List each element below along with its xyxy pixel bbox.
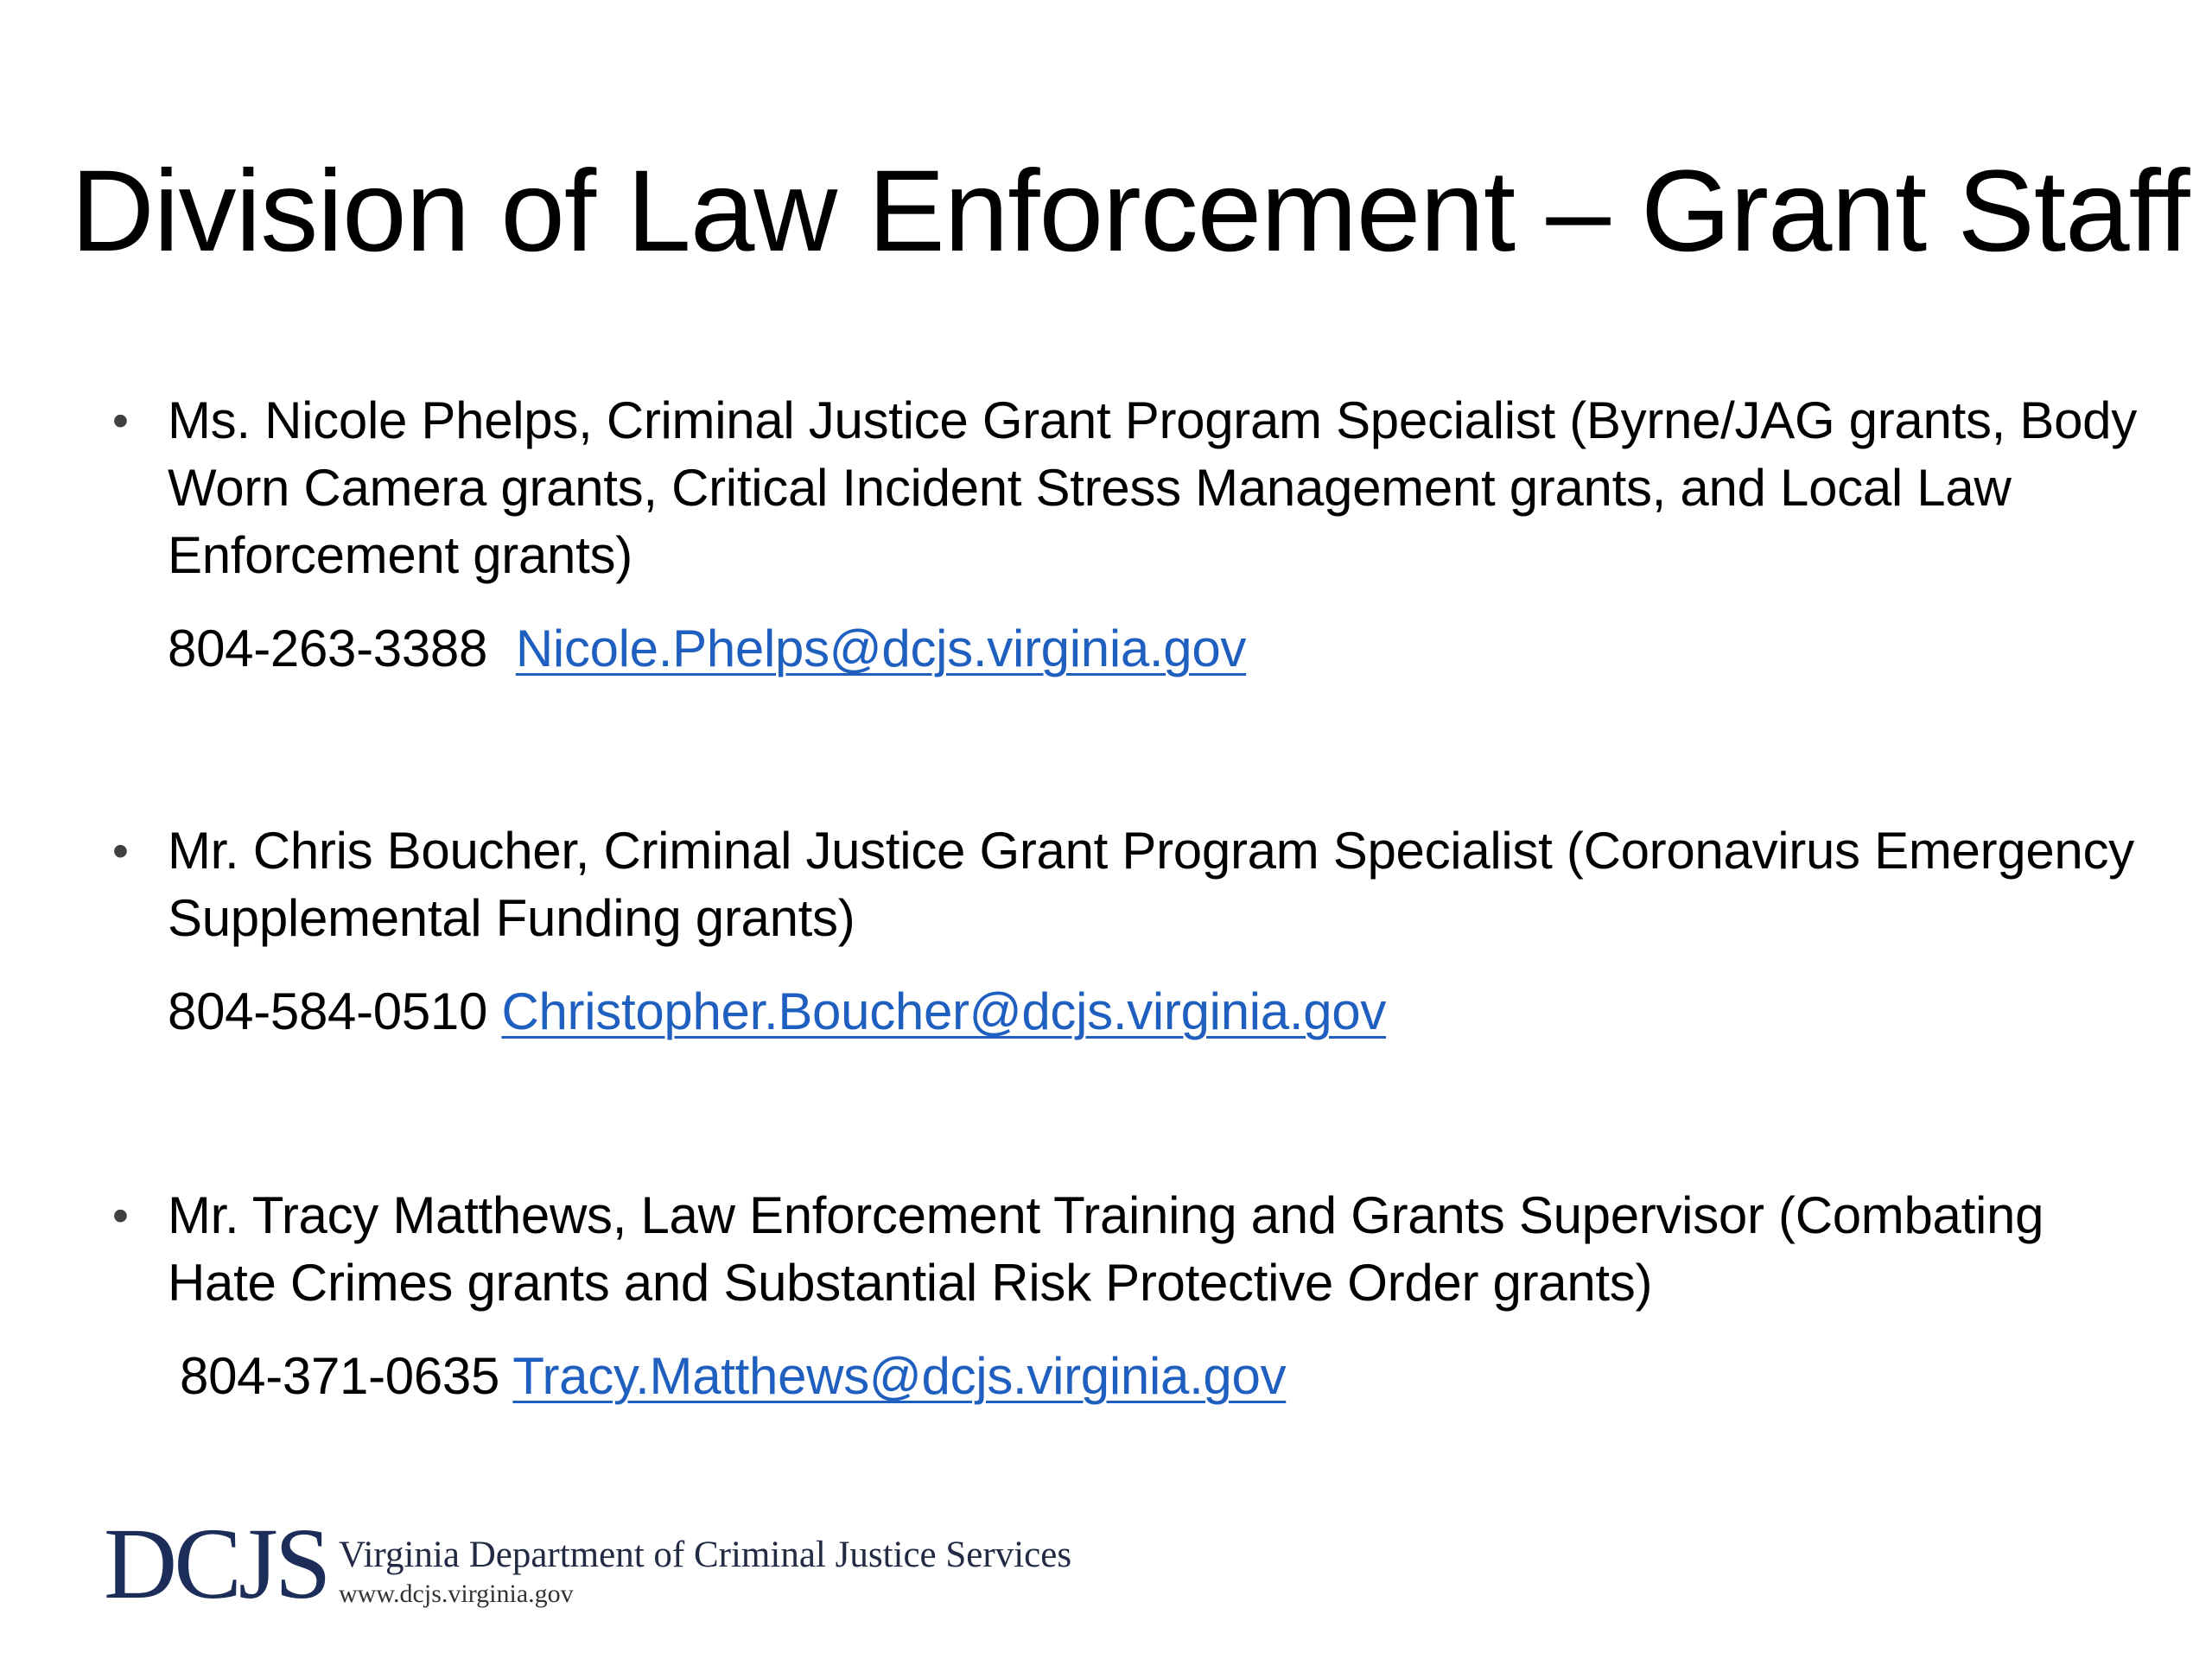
phone-number: 804-584-0510 <box>168 982 488 1040</box>
staff-description: Ms. Nicole Phelps, Criminal Justice Grant Program Specialist (Byrne/JAG grants, Body Worn Camera grants, Critical Incident Stress Management grants, and Local Law Enforcement grants) <box>168 391 2137 584</box>
slide-title: Division of Law Enforcement – Grant Staff <box>71 147 2190 276</box>
website-url: www.dcjs.virginia.gov <box>339 1580 574 1608</box>
logo-mark: DCJS <box>104 1507 328 1620</box>
staff-description: Mr. Tracy Matthews, Law Enforcement Training and Grants Supervisor (Combating Hate Crimes grants and Substantial Risk Protective Order grants) <box>168 1186 2044 1312</box>
bullet-icon: • <box>112 825 129 877</box>
bullet-icon: • <box>112 395 129 447</box>
contact-line <box>180 1343 1286 1410</box>
email-link[interactable]: Christopher.Boucher@dcjs.virginia.gov <box>501 982 1387 1040</box>
phone-number: 804-263-3388 <box>168 620 488 677</box>
staff-description: Mr. Chris Boucher, Criminal Justice Grant Program Specialist (Coronavirus Emergency Supplemental Funding grants) <box>168 822 2134 947</box>
contact-line <box>168 978 1386 1046</box>
phone-number: 804-371-0635 <box>180 1347 500 1405</box>
dcjs-logo <box>104 1508 1106 1629</box>
email-link[interactable]: Tracy.Matthews@dcjs.virginia.gov <box>512 1347 1287 1405</box>
email-link[interactable]: Nicole.Phelps@dcjs.virginia.gov <box>515 620 1247 677</box>
bullet-icon: • <box>112 1190 129 1242</box>
contact-line <box>168 615 1246 683</box>
organization-name: Virginia Department of Criminal Justice Services <box>339 1535 1072 1575</box>
